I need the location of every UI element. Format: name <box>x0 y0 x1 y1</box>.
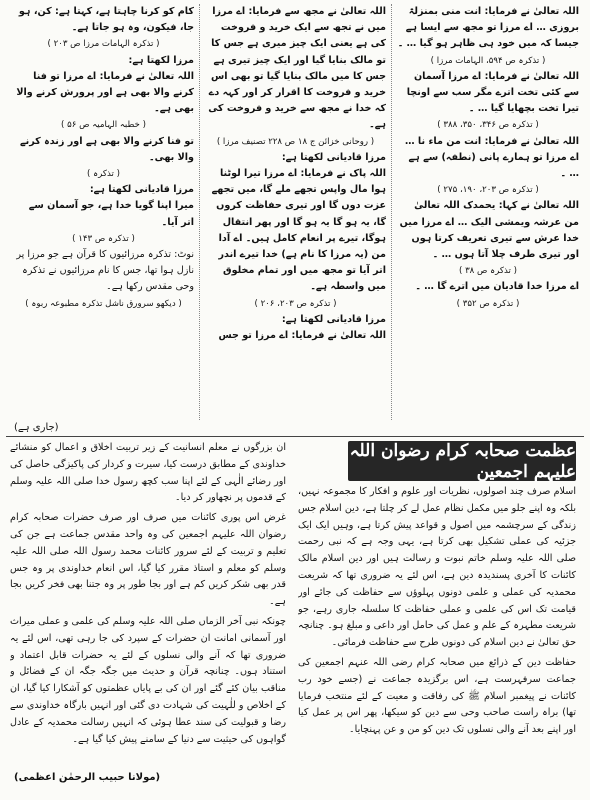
column-text-quote: اللہ تعالیٰ نے فرمایا: انت منی بمنزلۃ بروزی … اے مرزا تو مجھ سے ایسا ہے جیسا کہ میں خود ہی ظاہر ہو گیا … ۔ <box>397 6 579 50</box>
article-author: (مولانا حبیب الرحمٰن اعظمی) <box>14 772 161 783</box>
column-text-ref: ( دیکھو سرورق ناشل تذکرہ مطبوعہ ربوہ ) <box>25 298 182 309</box>
column-text-quote: اللہ تعالیٰ نے فرمایا: اے مرزا تو جس <box>218 330 386 342</box>
column-text-ref: ( تذکرہ ص ۳۵۲ ) <box>456 298 520 309</box>
column-text-quote: اللہ تعالیٰ نے فرمایا: اے مرزا تو فنا کرنے والا بھی ہے اور پرورش کرنے والا بھی ہے۔ <box>16 70 194 115</box>
column-text-ref: ( تذکرہ ص ۲۰۳، ۱۹۰، ۲۷۵ ) <box>437 185 539 196</box>
column-text-quote: کام کو کرنا چاہتا ہے، کہتا ہے: کن، ہو جا، فیکون، وہ ہو جاتا ہے۔ <box>18 6 194 34</box>
column-text-ref: ( تذکرہ ص ۵۹۴، الہامات مرزا ) <box>430 55 546 66</box>
article-left-column <box>10 440 286 796</box>
column-text-ref: ( روحانی خزائن ج ۱۸ ص ۲۲۸ تصنیف مرزا ) <box>216 136 375 147</box>
column-text-quote: اللہ تعالیٰ نے فرمایا: اے مرزا آسمان سے کئی تخت اترے مگر سب سے اونچا تیرا تخت بچھایا گیا … ۔ <box>406 70 579 115</box>
column-text-head: مرزا قادیانی لکھتا ہے: <box>281 151 386 163</box>
column-text-ref: ( تذکرہ ص ۱۴۳ ) <box>72 233 135 244</box>
column-text-ref: ( تذکرہ ص ۲۰۳، ۲۰۶ ) <box>254 298 337 309</box>
column-text-quote: اللہ تعالیٰ نے مجھ سے فرمایا: اے مرزا میں نے تجھ سے ایک خرید و فروخت کی ہے یعنی ایک چیز میری ہے جس کا تو مالک بنایا گیا اور ایک چیز تیری ہے جس کا میں مالک بنایا گیا تو بھی اس خرید و فروخت کا اقرار کر اور کہہ دے کہ خدا نے مجھ سے خرید و فروخت کی ہے۔ <box>208 6 386 131</box>
column-right <box>392 4 584 420</box>
article-paragraph: غرض اس پوری کائنات میں صرف اور صرف حضرات صحابہ کرام رضوان اللہ علیہم اجمعین کی وہ واحد مقدس جماعت ہے جن کی تعلیم و تربیت کے لئے سرور کائنات محمد رسول اللہ صلی اللہ علیہ وسلم کو معلم و استاذ مقرر کیا گیا، اس انعام خداوندی پر وہ جس قدر بھی شکر کریں کم ہے اور بجا طور پر وہ جتنا بھی فخر کریں بجا ہے۔ <box>10 512 286 608</box>
column-text-quote: اللہ تعالیٰ نے کہا: یحمدک اللہ تعالیٰ من عرشہ ویمشی الیک … اے مرزا میں خدا عرش سے تیری تعریف کرتا ہوں اور تیری طرف چلا آتا ہوں … ۔ <box>399 200 579 261</box>
column-text-body: نوٹ: تذکرہ مرزائیوں کا قرآن ہے جو مرزا پر نازل ہوا تھا، جس کا نام مرزائیوں نے تذکرہ وحی مقدس رکھا ہے۔ <box>16 249 194 293</box>
article-paragraph: حفاظت دین کے ذرائع میں صحابہ کرام رضی اللہ عنہم اجمعین کی جماعت سرفہرست ہے، اس برگزیدہ جماعت نے (جسے خود رب کائنات نے پیغمبر اسلام ﷺ کی رفاقت و معیت کے لئے منتخب فرمایا تھا) براہ راست صاحب وحی سے دین کو سیکھا، پھر اس پر عمل کیا اور اپنے بعد آنے والی نسلوں تک دین کو من و عن پہنچایا۔ <box>298 656 576 736</box>
column-text-head: مرزا لکھتا ہے: <box>128 54 194 66</box>
column-text-quote: اللہ پاک نے فرمایا: اے مرزا تیرا لوٹنا ہوا مال واپس تجھے ملے گا، میں تجھے عزت دوں گا اور تیری حفاظت کروں گا، یہ ہو گا یہ ہو گا اور پھر انتقال ہوگا، تیرے پر انعام کامل ہیں۔ اے آدا من (یہ مرزا کا نام ہے) خدا تیرے اندر اتر آیا تو مجھ میں اور تمام مخلوق میں واسطہ ہے۔ <box>211 168 386 293</box>
top-columns <box>6 4 584 420</box>
column-text-ref: ( تذکرہ ص ۳۸ ) <box>458 266 518 277</box>
column-text-quote: میرا اپنا گویا خدا ہے، جو آسمان سے اتر آیا۔ <box>28 200 194 228</box>
article-paragraph: اسلام صرف چند اصولوں، نظریات اور علوم و افکار کا مجموعہ نہیں، بلکہ وہ اپنے جلو میں مکمل نظام عمل لے کر چلتا ہے، دین اسلام جس زندگی کے سرچشمہ میں اصول و قواعد پیش کرتا ہے، وہیں ایک ایک جزئیہ کی عملی تشکیل بھی کرتا ہے، یہی وجہ ہے کہ نبی رحمت صلی اللہ علیہ وسلم خاتم نبوت و رسالت ہیں اور دین اسلام مالک کائنات کا آخری پسندیدہ دین ہے، اس لئے یہ ضروری تھا کہ شریعت محمدیہ کی عملی و علمی دونوں پہلوؤں سے حفاظت کی جائے اور قیامت تک اس کی علمی و عملی حفاظت کا سلسلہ جاری رہے، جو شریعت مطہرہ کے علم و عمل کی حامل اور داعی و مبلغ ہو۔ چنانچہ حق تعالیٰ نے دین اسلام کی دونوں طرح سے حفاظت فرمائی۔ <box>298 486 576 649</box>
column-text-head: مرزا قادیانی لکھتا ہے: <box>89 184 194 196</box>
article-right-column <box>298 440 576 796</box>
column-text-ref: ( تذکرہ ) <box>87 169 120 180</box>
section-divider <box>6 436 584 437</box>
column-text-ref: ( خطبہ الہامیہ ص ۵۶ ) <box>61 120 146 131</box>
article-paragraph: چونکہ نبی آخر الزماں صلی اللہ علیہ وسلم کی علمی و عملی میراث اور آسمانی امانت ان حضرات کے سپرد کی جا رہی تھی، اس لئے یہ ضروری تھا کہ آنے والی نسلوں کے لئے یہ حضرات قابل اعتماد و استناد ہوں۔ چنانچہ قرآن و حدیث میں جگہ جگہ ان کے فضائل و مناقب بیان کئے گئے اور ان کی بے پایاں عظمتوں کو آشکارا کیا گیا، ان کے اخلاص و للٰہیت کی شہادت دی گئی اور انہیں بارگاہ خداوندی سے رضا و قبولیت کی سند عطا ہوئی کہ انہیں رسالت محمدیہ کے عادل گواہوں کی حیثیت سے دنیا کے سامنے پیش کیا گیا ہے۔ <box>10 615 286 745</box>
article-paragraph: ان بزرگوں نے معلم انسانیت کے زیر تربیت اخلاق و اعمال کو منشائے خداوندی کے مطابق درست کیا، سیرت و کردار کی پاکیزگی حاصل کی اور رضائے الٰہی کے لئے اپنا سب کچھ رسول خدا صلی اللہ علیہ وسلم کے قدموں پر نچھاور کر دیا۔ <box>10 442 286 504</box>
column-text-quote: اللہ تعالیٰ نے فرمایا: انت من ماء نا … اے مرزا تو ہمارے پانی (نطفہ) سے ہے … ۔ <box>405 135 579 180</box>
column-text-ref: ( تذکرہ ص ۳۴۶، ۳۵۰، ۳۸۸ ) <box>437 120 539 131</box>
column-text-quote: تو فنا کرنے والا بھی ہے اور زندہ کرنے والا بھی۔ <box>19 135 194 163</box>
column-text-head: مرزا قادیانی لکھتا ہے: <box>281 313 386 325</box>
continued-note: (جاری ہے) <box>14 422 59 433</box>
article-title: عظمت صحابہ کرام رضوان اللہ علیہم اجمعین <box>349 441 576 482</box>
column-text-quote: اے مرزا خدا قادیان میں اترے گا … ۔ <box>415 281 579 293</box>
column-left <box>8 4 200 420</box>
column-text-ref: ( تذکرہ الہامات مرزا ص ۲۰۳ ) <box>47 39 160 50</box>
column-middle <box>200 4 392 420</box>
